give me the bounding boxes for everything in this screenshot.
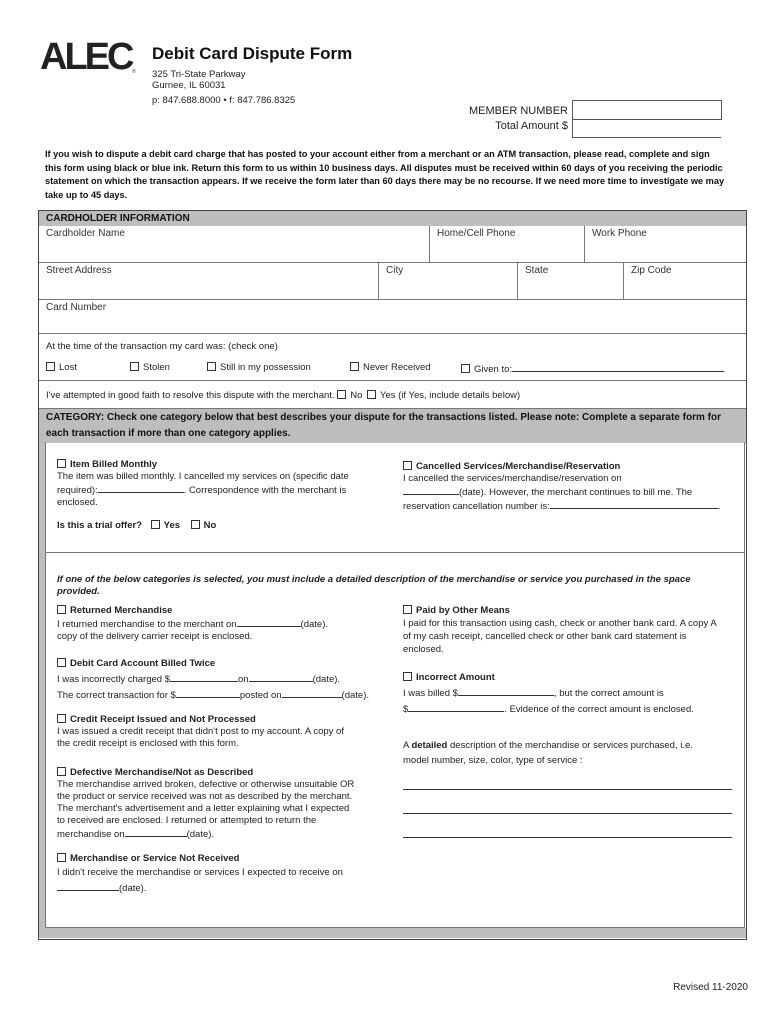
good-faith-row (39, 381, 746, 409)
trial-no: No (203, 520, 217, 531)
home-phone-label: Home/Cell Phone (437, 228, 516, 239)
cancelled-date-field[interactable] (403, 485, 459, 495)
option-stolen[interactable] (130, 362, 170, 374)
checkbox-icon[interactable] (151, 520, 160, 529)
description-line-field-3[interactable] (403, 837, 732, 838)
defective-title: Defective Merchandise/Not as Described (70, 767, 254, 778)
bottom-bar (39, 928, 746, 938)
cancelled-line2: (date). However, the merchant continues to bill me. The (459, 487, 693, 498)
checkbox-icon (461, 364, 470, 373)
card-number-row (39, 300, 746, 334)
defective-merchandise (57, 767, 387, 841)
trial-offer (57, 520, 216, 532)
logo-registered-mark: ® (132, 69, 136, 75)
card-status-prompt: At the time of the transaction my card was: (check one) (46, 341, 278, 352)
state-label: State (525, 265, 549, 276)
cancel-date-field[interactable] (98, 483, 184, 493)
option-still-label: Still in my possession (220, 362, 311, 373)
item-billed-title: Item Billed Monthly (70, 459, 158, 470)
name-row (39, 226, 746, 263)
returned-date-field[interactable] (237, 617, 301, 627)
billed-twice-line1b: on (238, 674, 249, 685)
address-row (39, 263, 746, 300)
item-billed-line2a: required): (57, 485, 98, 496)
credit-receipt-line2: the credit receipt is enclosed with this form. (57, 738, 239, 749)
address-line-1: 325 Tri-State Parkway (152, 69, 246, 80)
description-line2: model number, size, color, type of service : (403, 755, 583, 766)
revision-date: Revised 11-2020 (673, 982, 748, 993)
returned-title: Returned Merchandise (70, 605, 173, 616)
address-line-2: Gurnee, IL 60031 (152, 80, 226, 91)
item-billed-monthly (57, 459, 387, 509)
incorrect-line1a: I was billed $ (403, 688, 458, 699)
not-received-title: Merchandise or Service Not Received (70, 853, 240, 864)
checkbox-icon[interactable] (403, 461, 412, 470)
billed-amount-field[interactable] (458, 686, 554, 696)
member-number-label: MEMBER NUMBER (468, 105, 568, 117)
paid-other-line3: enclosed. (403, 644, 444, 655)
correct-amount-field[interactable] (176, 688, 240, 698)
credit-receipt (57, 714, 387, 750)
returned-line2: copy of the delivery carrier receipt is enclosed. (57, 631, 253, 642)
total-amount-label: Total Amount $ (495, 120, 568, 132)
checkbox-icon (350, 362, 359, 371)
defective-line3: The merchant's advertisement and a letter explaining what I expected (57, 803, 350, 814)
checkbox-icon[interactable] (57, 853, 66, 862)
checkbox-icon[interactable] (57, 658, 66, 667)
total-amount-field[interactable] (572, 119, 721, 138)
form-body (38, 210, 747, 940)
paid-other-means (403, 605, 743, 656)
option-lost[interactable] (46, 362, 77, 374)
correct-amount-field-2[interactable] (408, 702, 504, 712)
billed-twice-line2c: (date). (341, 690, 370, 701)
cancelled-line3-end: . (717, 501, 721, 512)
description-line-field-1[interactable] (403, 789, 732, 790)
given-to-field[interactable] (512, 362, 724, 372)
trial-offer-question: Is this a trial offer? (57, 520, 142, 531)
description-line-field-2[interactable] (403, 813, 732, 814)
item-billed-line3: enclosed. (57, 497, 98, 508)
trial-yes: Yes (163, 520, 181, 531)
zip-code-label: Zip Code (631, 265, 672, 276)
returned-line1b: (date). (300, 619, 329, 630)
category-lower-box (45, 553, 745, 928)
alec-logo: ALEC (40, 36, 132, 78)
option-lost-label: Lost (59, 362, 77, 373)
credit-receipt-line1: I was issued a credit receipt that didn't post to my account. A copy of (57, 726, 344, 737)
credit-receipt-title: Credit Receipt Issued and Not Processed (70, 714, 256, 725)
defective-date-field[interactable] (125, 827, 187, 837)
not-received-line2: (date). (119, 883, 147, 894)
category-upper-box (45, 442, 745, 553)
incorrect-charge-field[interactable] (170, 672, 238, 682)
paid-other-line1: I paid for this transaction using cash, check or another bank card. A copy A (403, 618, 717, 629)
checkbox-icon (130, 362, 139, 371)
option-still-in-possession[interactable] (207, 362, 311, 374)
checkbox-icon[interactable] (57, 714, 66, 723)
checkbox-icon[interactable] (57, 605, 66, 614)
detail-note: If one of the below categories is selected, you must include a detailed description of the merchandise or service you purchased in the space provided. (57, 574, 691, 597)
incorrect-date-field[interactable] (249, 672, 313, 682)
checkbox-icon (46, 362, 55, 371)
paid-other-line2: of my cash receipt, cancelled check or other bank card statement is (403, 631, 687, 642)
incorrect-line1b: , but the correct amount is (553, 688, 664, 699)
form-title: Debit Card Dispute Form (152, 44, 353, 63)
cardholder-section-header: CARDHOLDER INFORMATION (39, 211, 746, 226)
item-billed-line1: The item was billed monthly. I cancelled my services on (specific date (57, 471, 349, 482)
good-faith-no: No (350, 390, 363, 401)
description-line1b: description of the merchandise or services purchased, i.e. (450, 740, 693, 751)
cancelled-line3: reservation cancellation number is: (403, 501, 550, 512)
checkbox-icon[interactable] (403, 672, 412, 681)
not-received-line1: I didn't receive the merchandise or services I expected to receive on (57, 867, 343, 878)
description-line1a: A (403, 740, 409, 751)
defective-line4: to received are enclosed. I returned or attempted to return the (57, 815, 317, 826)
good-faith-text: I've attempted in good faith to resolve this dispute with the merchant. (46, 390, 335, 401)
checkbox-icon[interactable] (57, 459, 66, 468)
description-prompt (403, 738, 743, 768)
returned-line1a: I returned merchandise to the merchant on (57, 619, 237, 630)
paid-other-title: Paid by Other Means (416, 605, 510, 616)
cancelled-line1: I cancelled the services/merchandise/reservation on (403, 473, 622, 484)
option-given-label: Given to: (474, 364, 513, 375)
city-label: City (386, 265, 404, 276)
street-address-label: Street Address (46, 265, 112, 276)
item-billed-line2b: . Correspondence with the merchant is (183, 485, 347, 496)
not-received-date-field[interactable] (57, 881, 119, 891)
billed-twice-title: Debit Card Account Billed Twice (70, 658, 216, 669)
defective-line5a: merchandise on (57, 829, 125, 840)
option-stolen-label: Stolen (143, 362, 170, 373)
category-section-header: CATEGORY: Check one category below that best describes your dispute for the transactions listed. Please note: Complete a separate form for each transaction if more than one category applies. (39, 409, 746, 443)
checkbox-icon[interactable] (367, 390, 376, 399)
incorrect-amount (403, 672, 743, 716)
not-received (57, 853, 397, 895)
checkbox-icon[interactable] (337, 390, 346, 399)
good-faith-yes: Yes (if Yes, include details below) (380, 390, 521, 401)
cancellation-number-field[interactable] (550, 499, 718, 509)
card-number-label: Card Number (46, 302, 107, 313)
billed-twice-line1c: (date). (312, 674, 341, 685)
incorrect-amount-title: Incorrect Amount (416, 672, 495, 683)
billed-twice (57, 658, 397, 702)
option-never-received[interactable] (350, 362, 431, 374)
description-bold: detailed (411, 740, 448, 751)
member-number-field[interactable] (572, 100, 722, 120)
returned-merchandise (57, 605, 387, 643)
checkbox-icon[interactable] (57, 767, 66, 776)
checkbox-icon (207, 362, 216, 371)
checkbox-icon[interactable] (191, 520, 200, 529)
cancelled-services-title: Cancelled Services/Merchandise/Reservation (416, 461, 621, 472)
cardholder-name-label: Cardholder Name (46, 228, 125, 239)
phone-fax: p: 847.688.8000 • f: 847.786.8325 (152, 95, 296, 106)
posted-date-field[interactable] (282, 688, 342, 698)
cancelled-services (403, 461, 738, 513)
incorrect-line2a: $ (403, 704, 409, 715)
checkbox-icon[interactable] (403, 605, 412, 614)
billed-twice-line1a: I was incorrectly charged $ (57, 674, 170, 685)
incorrect-line2b: . Evidence of the correct amount is enclosed. (504, 704, 694, 715)
intro-text: If you wish to dispute a debit card charge that has posted to your account either from a merchant or an ATM transaction, please read, complete and sign this form using black or blue ink. Return this form to us within 10 business days. All disputes must be received within 60 days of you receiving the periodic statement on which the transaction appears. If we receive the form later than 60 days there may be no recourse. If we need more time to investigate we may take up to 45 days. (45, 149, 725, 200)
option-never-label: Never Received (363, 362, 431, 373)
defective-line2: the product or service received was not as described by the merchant. (57, 791, 353, 802)
option-given-to[interactable] (461, 362, 724, 376)
defective-line5b: (date). (186, 829, 215, 840)
defective-line1: The merchandise arrived broken, defective or otherwise unsuitable OR (57, 779, 355, 790)
billed-twice-line2a: The correct transaction for $ (57, 690, 176, 701)
card-status-row (39, 334, 746, 381)
good-faith-statement (46, 390, 520, 402)
work-phone-label: Work Phone (592, 228, 647, 239)
billed-twice-line2b: posted on (239, 690, 282, 701)
